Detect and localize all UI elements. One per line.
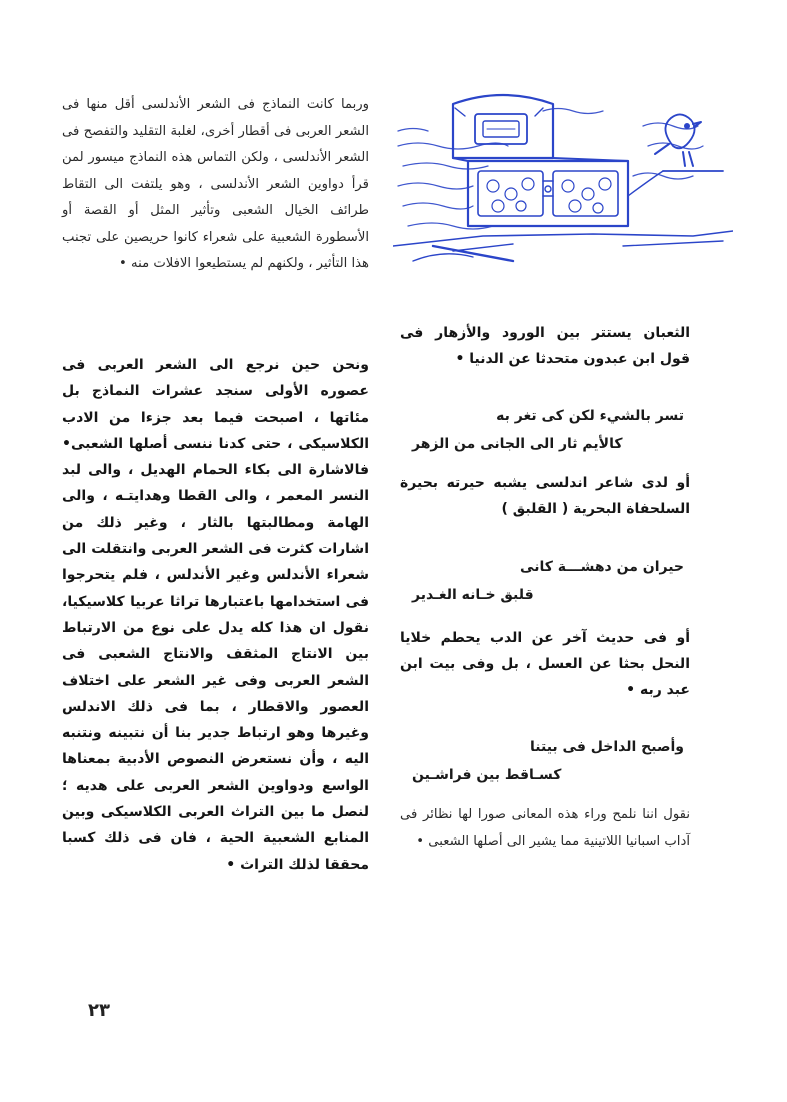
verse-3-hemistich-1: وأصبح الداخل فى بيتنا <box>530 739 684 755</box>
paragraph-bear: أو فى حديث آخر عن الدب يحطم خلايا النحل بحثا عن العسل ، بل وفى بيت ابن عبد ربه • <box>400 630 690 698</box>
verse-2-hemistich-2: قلبق خـانه الغـدير <box>412 587 534 603</box>
paragraph-classical-heritage: ونحن حين نرجع الى الشعر العربى فى عصوره الأولى سنجد عشرات النماذج بل مئاتها ، اصبحت فيما بعد جزءا من الادب الكلاسيكى ، حتى كدنا ننسى أصلها الشعبى• فالاشارة الى بكاء الحمام الهديل ، والى لبد النسر المعمر ، والى القطا وهدايتـه ، والى الهامة ومطالبتها بالثار ، وغير ذلك من اشارات كثرت فى الشعر العربى وانتقلت الى شعراء الأندلس وغير الأندلس ، فلم يتحرجوا فى استخدامها باعتبارها تراثا عربيا كلاسيكيا، نقول ان هذا كله يدل على نوع من الارتباط بين الانتاج المثقف والانتاج الشعبى فى الشعر العربى وفى غير الشعر على اختلاف العصور والاقطار ، بما فى ذلك الاندلس وغيرها وهو ارتباط جدير بنا أن نتبينه ونتنبه اليه ، وأن نستعرض النصوص الأدبية بمعناها الواسع ودواوين الشعر العربى على هديه ؛ لنصل ما بين التراث العربى الكلاسيكى وبين المنابع الشعبية الحية ، فان فى ذلك كسبا محققا لذلك التراث • <box>62 357 369 873</box>
paragraph-snake: الثعبان يستتر بين الورود والأزهار فى قول ابن عبدون متحدثا عن الدنيا • <box>400 325 690 367</box>
paragraph-turtle: أو لدى شاعر اندلسى يشبه حيرته بحيرة السلحفاة البحرية ( القلبق ) <box>400 475 690 517</box>
verse-1-hemistich-1: تسر بالشيء لكن كى تغر به <box>496 408 684 424</box>
paragraph-andalusian-models: وربما كانت النماذج فى الشعر الأندلسى أقل منها فى الشعر العربى فى أقطار أخرى، لغلبة التقليد والتفصح فى الشعر الأندلسى ، ولكن التماس هذه النماذج ميسور لمن قرأ دواوين الشعر الأندلسى ، وهو يلتفت الى التقاط طرائف الخيال الشعبى وتأثير المثل أو القصة أو الأسطورة الشعبية على شعراء كانوا حريصين على تجنب هذا التأثير ، ولكنهم لم يستطيعوا الافلات منه • <box>62 97 369 271</box>
water-lines <box>398 109 703 230</box>
chest-illustration <box>393 86 733 276</box>
paragraph-conclusion: نقول اننا نلمح وراء هذه المعانى صورا لها نظائر فى آداب اسبانيا اللاتينية مما يشير الى أصلها الشعبى • <box>400 807 690 849</box>
verse-3 <box>400 733 690 789</box>
page-number: ٢٣ <box>88 1000 110 1021</box>
verse-2 <box>400 553 690 609</box>
verse-2-hemistich-1: حيران من دهشـــة كانى <box>520 559 684 575</box>
rope <box>628 171 663 196</box>
verse-1-hemistich-2: كالأيم ثار الى الجانى من الزهر <box>412 436 623 452</box>
verse-3-hemistich-2: كسـاقط بين فراشـين <box>412 767 562 783</box>
verse-1 <box>400 402 690 458</box>
